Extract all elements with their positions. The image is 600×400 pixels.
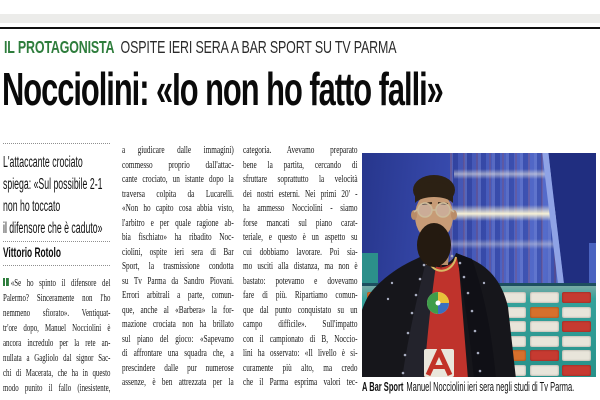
top-gray-bar — [0, 14, 600, 23]
body-line: teriale, e questo è un aspetto su — [243, 232, 358, 243]
body-line: che il Parma esprima valori tec- — [243, 377, 358, 388]
body-line: a giudicare dalle immagini) — [122, 145, 234, 156]
paragraph-bullet-icon — [3, 278, 9, 286]
body-line: nemmeno sfiorato». Ventiquat- — [3, 308, 111, 319]
body-line: forse mancati sul piano carat- — [243, 217, 358, 229]
body-line: commesso proprio dall'attac- — [122, 159, 234, 171]
body-line: Sport, la trasmissione condotta — [122, 261, 234, 272]
body-line: bene la partita, cercando di — [243, 159, 358, 171]
body-line: campo difficile». Sull'impatto — [243, 319, 358, 330]
body-line: bia fischiato» ha ribadito Noc- — [122, 232, 234, 243]
kicker-highlight: IL PROTAGONISTA — [4, 37, 115, 57]
body-line: bastato: potevamo e dovevamo — [243, 275, 358, 287]
standfirst-line: L'attaccante crociato — [3, 154, 83, 171]
standfirst — [3, 152, 111, 240]
byline: Vittorio Rotolo — [3, 245, 61, 260]
dotted-rule-mid — [3, 241, 110, 242]
body-line: Palermo? Sinceramente non l'ho — [3, 293, 111, 304]
section-rule — [0, 27, 600, 29]
tshirt-logo — [427, 292, 449, 314]
article-column-1-lines — [3, 291, 110, 396]
article-column-2 — [122, 144, 234, 391]
standfirst-line: spiega: «Sul possibile 2-1 — [3, 176, 103, 193]
body-line: ancora incredulo per la rete an- — [3, 338, 111, 349]
photo-caption — [362, 380, 574, 394]
body-line: ciolini, ospite ieri sera di Bar — [122, 246, 234, 258]
body-line: mazione crociata non ha brillato — [122, 319, 234, 330]
nocciolini-portrait — [362, 153, 596, 377]
body-line: prescindere dalle pur numerose — [122, 362, 234, 374]
caption-lead: A Bar Sport — [362, 380, 404, 394]
body-line: cui dobbiamo lavorare. Poi sia- — [243, 246, 358, 258]
body-line: «Non ho capito cosa abbia visto, — [122, 203, 234, 214]
body-line: categoria. Avevamo preparato — [243, 145, 358, 156]
body-line: fare di più. Ripartiamo comun- — [243, 290, 358, 301]
body-line: modo punito il fallo (inesistente, — [3, 383, 111, 394]
body-line: que, anche al «Barbera» la for- — [122, 304, 234, 316]
body-line: dei nostri esterni. Nei primi 20' - — [243, 188, 358, 200]
body-line: tr'ore dopo, Manuel Nocciolini è — [3, 323, 111, 334]
dotted-rule-bottom — [3, 265, 110, 266]
standfirst-line: non ho toccato — [3, 198, 61, 215]
kicker-text: OSPITE IERI SERA A BAR SPORT SU TV PARMA — [120, 37, 397, 57]
body-line: assenze, è ben attrezzata per la — [122, 377, 234, 388]
body-line-text: «Se ho spinto il difensore del — [10, 278, 111, 289]
dotted-rule-top — [3, 143, 110, 144]
body-line: chi di Macerata, che ha in questo — [3, 368, 111, 379]
body-line: que dal punto conquistato su un — [243, 304, 358, 316]
body-line: l'arbitro e per quale ragione ab- — [122, 217, 234, 229]
kicker — [4, 37, 396, 58]
body-line: sfruttare soprattutto la velocità — [243, 174, 358, 185]
body-line: traversa colpita da Lucarelli. — [122, 188, 234, 200]
studio-photo — [362, 153, 596, 377]
body-line: Errori arbitrali a parte, comun- — [122, 290, 234, 301]
body-line: nullata a Gagliolo dal signor Sac- — [3, 353, 111, 364]
body-line: di affrontare una squadra che, a — [122, 348, 234, 359]
article-column-3 — [243, 144, 358, 391]
body-line: lini ha osservato: «Il livello è si- — [243, 348, 358, 359]
body-line: con il campionato di B, Noccio- — [243, 333, 358, 345]
article-column-1 — [3, 276, 110, 396]
standfirst-line: il difensore che è caduto» — [3, 220, 103, 237]
body-line — [3, 276, 110, 291]
body-line: su Tv Parma da Sandro Piovani. — [122, 275, 234, 287]
body-line: curamente più alto, ma credo — [243, 362, 358, 374]
body-line: sul piano del gioco: «Sapevamo — [122, 333, 234, 345]
tshirt-letter-patch — [424, 349, 454, 377]
body-line: cante crociato, un istante dopo la — [122, 174, 234, 185]
headline: Nocciolini: «Io non ho fatto falli» — [2, 63, 443, 115]
body-line: ha ammesso Nocciolini - siamo — [243, 203, 358, 214]
body-line: mo usciti alla distanza, ma non è — [243, 261, 358, 272]
caption-text: Manuel Nocciolini ieri sera negli studi di Tv Parma. — [406, 380, 575, 394]
